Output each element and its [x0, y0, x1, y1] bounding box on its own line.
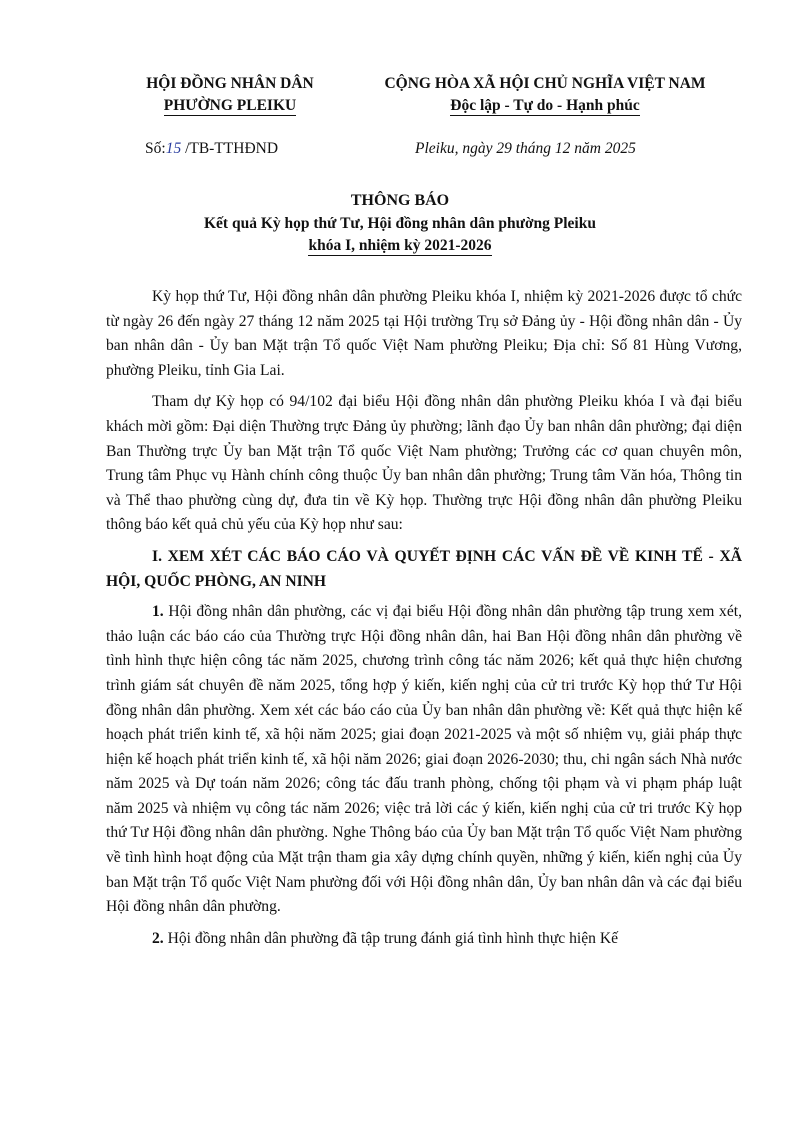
document-number-value: 15 — [165, 140, 182, 157]
paragraph-intro: Kỳ họp thứ Tư, Hội đồng nhân dân phường Pleiku khóa I, nhiệm kỳ 2021-2026 được tổ chức từ ngày 26 đến ngày 27 tháng 12 năm 2025 tại Hội trường Trụ sở Đảng ủy - Hội đồng nhân dân - Ủy ban nhân dân - Ủy ban Mặt trận Tổ quốc Việt Nam phường Pleiku; Địa chỉ: Số 81 Hùng Vương, phường Pleiku, tỉnh Gia Lai. — [106, 288, 742, 379]
document-date: Pleiku, ngày 29 tháng 12 năm 2025 — [415, 140, 636, 157]
paragraph-attendance: Tham dự Kỳ họp có 94/102 đại biểu Hội đồng nhân dân phường Pleiku khóa I và đại biểu khách mời gồm: Đại diện Thường trực Đảng ủy phường; lãnh đạo Ủy ban nhân dân phường; đại diện Ban Thường trực Ủy ban Mặt trận Tổ quốc Việt Nam phường; Trưởng các cơ quan chuyên môn, Trung tâm Phục vụ Hành chính công thuộc Ủy ban nhân dân phường; Trung tâm Văn hóa, Thông tin và Thể thao phường cùng dự, đưa tin về Kỳ họp. Thường trực Hội đồng nhân dân phường Pleiku thông báo kết quả chủ yếu của Kỳ họp như sau: — [106, 393, 742, 534]
item-number-1: 1. — [152, 603, 164, 621]
paragraph-item-1 — [106, 600, 742, 920]
issuing-organization — [125, 73, 335, 117]
nation-name: CỘNG HÒA XÃ HỘI CHỦ NGHĨA VIỆT NAM — [384, 75, 706, 92]
document-subtitle: Kết quả Kỳ họp thứ Tư, Hội đồng nhân dân phường Pleiku — [204, 215, 596, 232]
section-heading-1: I. XEM XÉT CÁC BÁO CÁO VÀ QUYẾT ĐỊNH CÁC VẤN ĐỀ VỀ KINH TẾ - XÃ HỘI, QUỐC PHÒNG, AN NINH — [106, 547, 742, 590]
org-name-line2: PHƯỜNG PLEIKU — [163, 97, 297, 114]
item-text-2: Hội đồng nhân dân phường đã tập trung đánh giá tình hình thực hiện Kế — [163, 929, 619, 947]
national-heading — [355, 73, 735, 117]
document-title-block — [100, 190, 700, 257]
national-motto: Độc lập - Tự do - Hạnh phúc — [450, 97, 640, 114]
item-number-2: 2. — [152, 929, 164, 947]
document-number-prefix: Số: — [145, 140, 166, 157]
document-subtitle-term: khóa I, nhiệm kỳ 2021-2026 — [308, 237, 492, 254]
org-name-line1: HỘI ĐỒNG NHÂN DÂN — [146, 75, 314, 92]
paragraph-item-2 — [106, 927, 742, 952]
document-number-suffix: /TB-TTHĐND — [181, 140, 279, 157]
item-text-1: Hội đồng nhân dân phường, các vị đại biểu Hội đồng nhân dân phường tập trung xem xét, thảo luận các báo cáo của Thường trực Hội đồng nhân dân, hai Ban Hội đồng nhân dân phường về tình hình thực hiện công tác năm 2025, chương trình công tác năm 2026; kết quả thực hiện chương trình giám sát chuyên đề năm 2025, tổng hợp ý kiến, kiến nghị của cử tri trước Kỳ họp thứ Tư Hội đồng nhân dân phường. Xem xét các báo cáo của Ủy ban nhân dân phường về: Kết quả thực hiện kế hoạch phát triển kinh tế, xã hội năm 2025; giai đoạn 2021-2025 và một số nhiệm vụ, giải pháp thực hiện kế hoạch phát triển kinh tế, xã hội năm 2026; giai đoạn 2026-2030; thu, chi ngân sách Nhà nước năm 2025 và Dự toán năm 2026; công tác đấu tranh phòng, chống tội phạm và vi phạm pháp luật năm 2025 và nhiệm vụ công tác năm 2026; việc trả lời các ý kiến, kiến nghị của cử tri trước Kỳ họp thứ Tư Hội đồng nhân dân phường. Nghe Thông báo của Ủy ban Mặt trận Tổ quốc Việt Nam phường về tình hình hoạt động của Mặt trận tham gia xây dựng chính quyền, những ý kiến, kiến nghị của Ủy ban Mặt trận Tổ quốc Việt Nam phường đối với Hội đồng nhân dân, Ủy ban nhân dân và các đại biểu Hội đồng nhân dân phường. — [106, 603, 742, 916]
document-body — [106, 285, 742, 958]
document-title: THÔNG BÁO — [350, 192, 450, 209]
document-number — [145, 140, 278, 158]
